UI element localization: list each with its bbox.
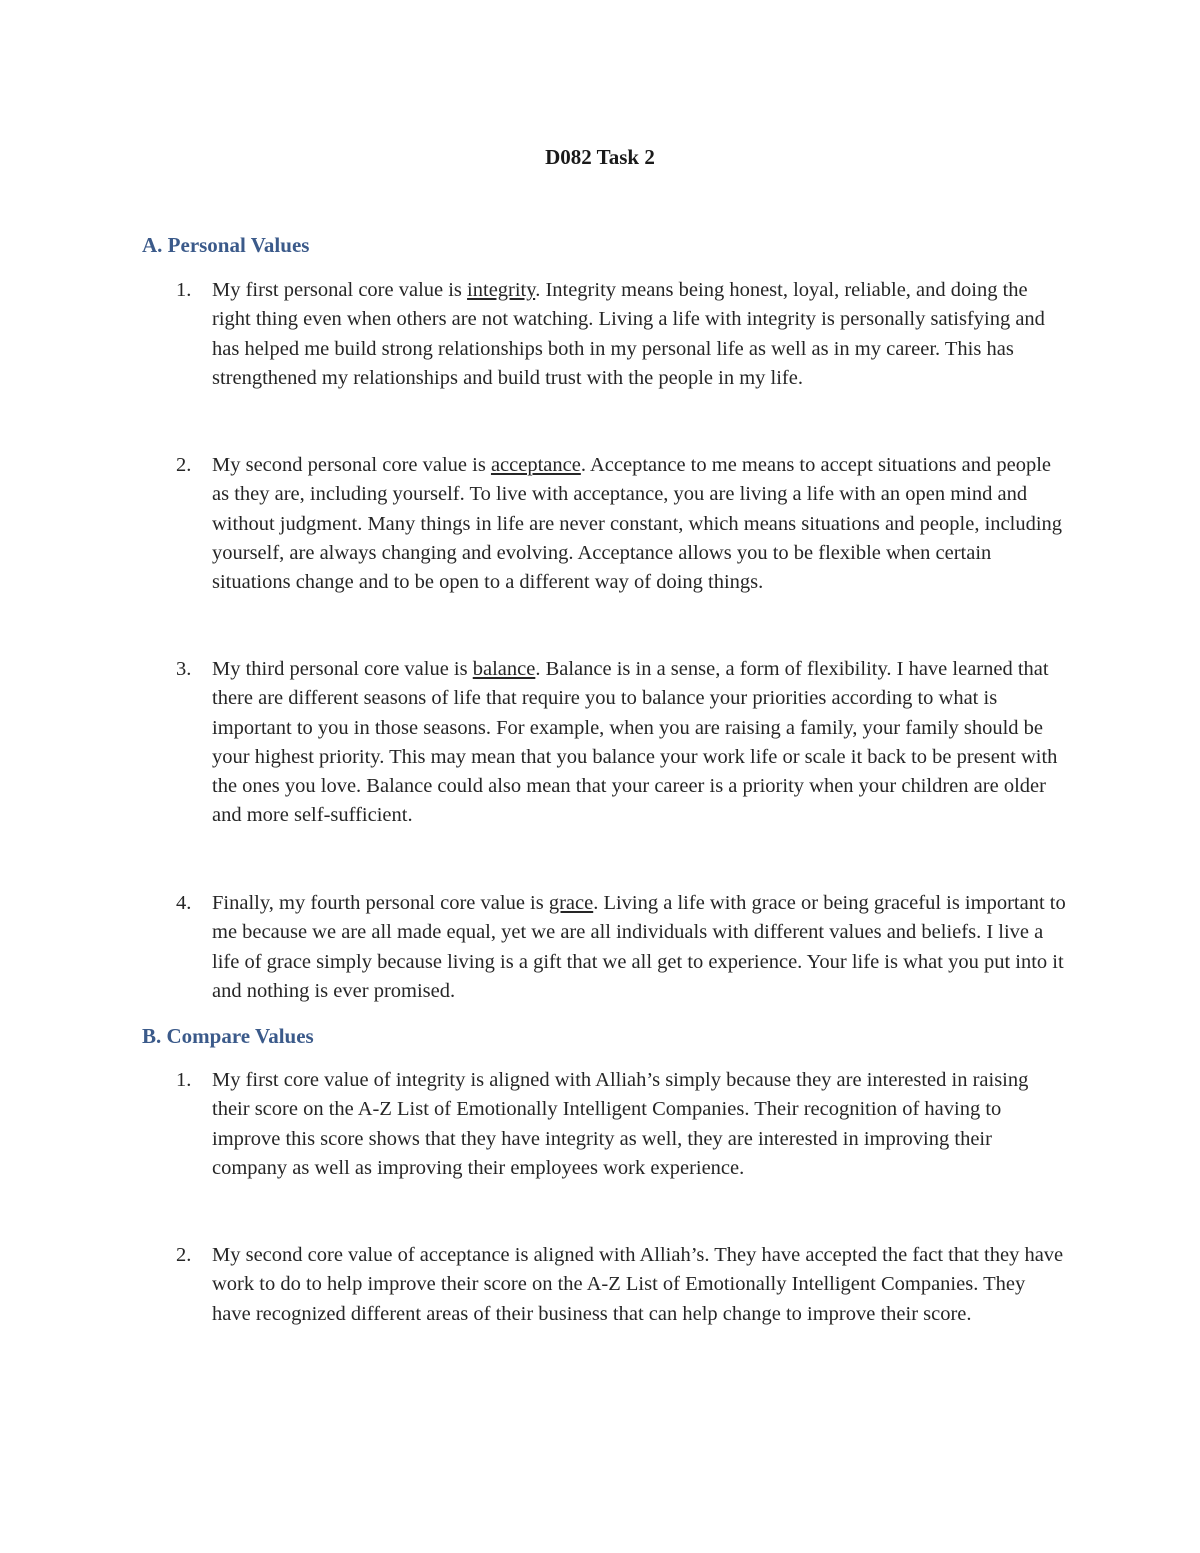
list-number: 1. (176, 1069, 192, 1091)
list-item (176, 1241, 1066, 1329)
item-text-before: My first core value of integrity is aligned with Alliah’s simply because they are interested in raising their score on the A-Z List of Emotionally Intelligent Companies. Their recognition of having to improve this score shows that they have integrity as well, they are interested in improving their company as well as improving their employees work experience. (212, 1069, 1029, 1179)
section-heading-personal-values: A. Personal Values (142, 233, 310, 257)
list-item (176, 1066, 1066, 1183)
list-number: 2. (176, 454, 192, 476)
item-text-before: My third personal core value is (212, 658, 473, 680)
item-text-before: My first personal core value is (212, 279, 468, 301)
item-text-before: My second personal core value is (212, 454, 491, 476)
list-item-text (212, 1241, 1066, 1329)
document-title: D082 Task 2 (545, 145, 655, 169)
list-item (176, 889, 1066, 1006)
section-heading-compare-values: B. Compare Values (142, 1024, 314, 1048)
item-text-after: . Integrity means being honest, loyal, reliable, and doing the right thing even when others are not watching. Living a life with integrity is personally satisfying and has helped me build strong relationships both in my personal life as well as in my career. This has strengthened my relationships and build trust with the people in my life. (212, 279, 1045, 389)
item-text-after: . Balance is in a sense, a form of flexibility. I have learned that there are different seasons of life that require you to balance your priorities according to what is important to you in those seasons. For example, when you are raising a family, your family should be your highest priority. This may mean that you balance your work life or scale it back to be present with the ones you love. Balance could also mean that your career is a priority when your children are older and more self-sufficient. (212, 658, 1058, 827)
list-item (176, 655, 1066, 831)
list-number: 4. (176, 892, 192, 914)
list-item-text (212, 1066, 1066, 1183)
item-text-after: . Living a life with grace or being graceful is important to me because we are all made equal, yet we are all individuals with different values and beliefs. I live a life of grace simply because living is a gift that we all get to experience. Your life is what you put into it and nothing is ever promised. (212, 892, 1066, 1002)
item-text-before: Finally, my fourth personal core value is (212, 892, 549, 914)
item-text-after: . Acceptance to me means to accept situations and people as they are, including yourself. To live with acceptance, you are living a life with an open mind and without judgment. Many things in life are never constant, which means situations and people, including yourself, are always changing and evolving. Acceptance allows you to be flexible when certain situations change and to be open to a different way of doing things. (212, 454, 1063, 594)
list-number: 2. (176, 1244, 192, 1266)
list-item (176, 451, 1066, 597)
list-item (176, 276, 1066, 393)
core-value-keyword: integrity (467, 279, 536, 301)
list-item-text (212, 655, 1066, 831)
list-number: 1. (176, 279, 192, 301)
list-item-text (212, 889, 1066, 1006)
list-item-text (212, 451, 1066, 597)
core-value-keyword: grace (548, 892, 594, 914)
list-number: 3. (176, 658, 192, 680)
list-item-text (212, 276, 1066, 393)
core-value-keyword: acceptance (490, 454, 581, 476)
core-value-keyword: balance (472, 658, 536, 680)
item-text-before: My second core value of acceptance is aligned with Alliah’s. They have accepted the fact that they have work to do to help improve their score on the A-Z List of Emotionally Intelligent Companies. They have recognized different areas of their business that can help change to improve their score. (212, 1244, 1064, 1325)
